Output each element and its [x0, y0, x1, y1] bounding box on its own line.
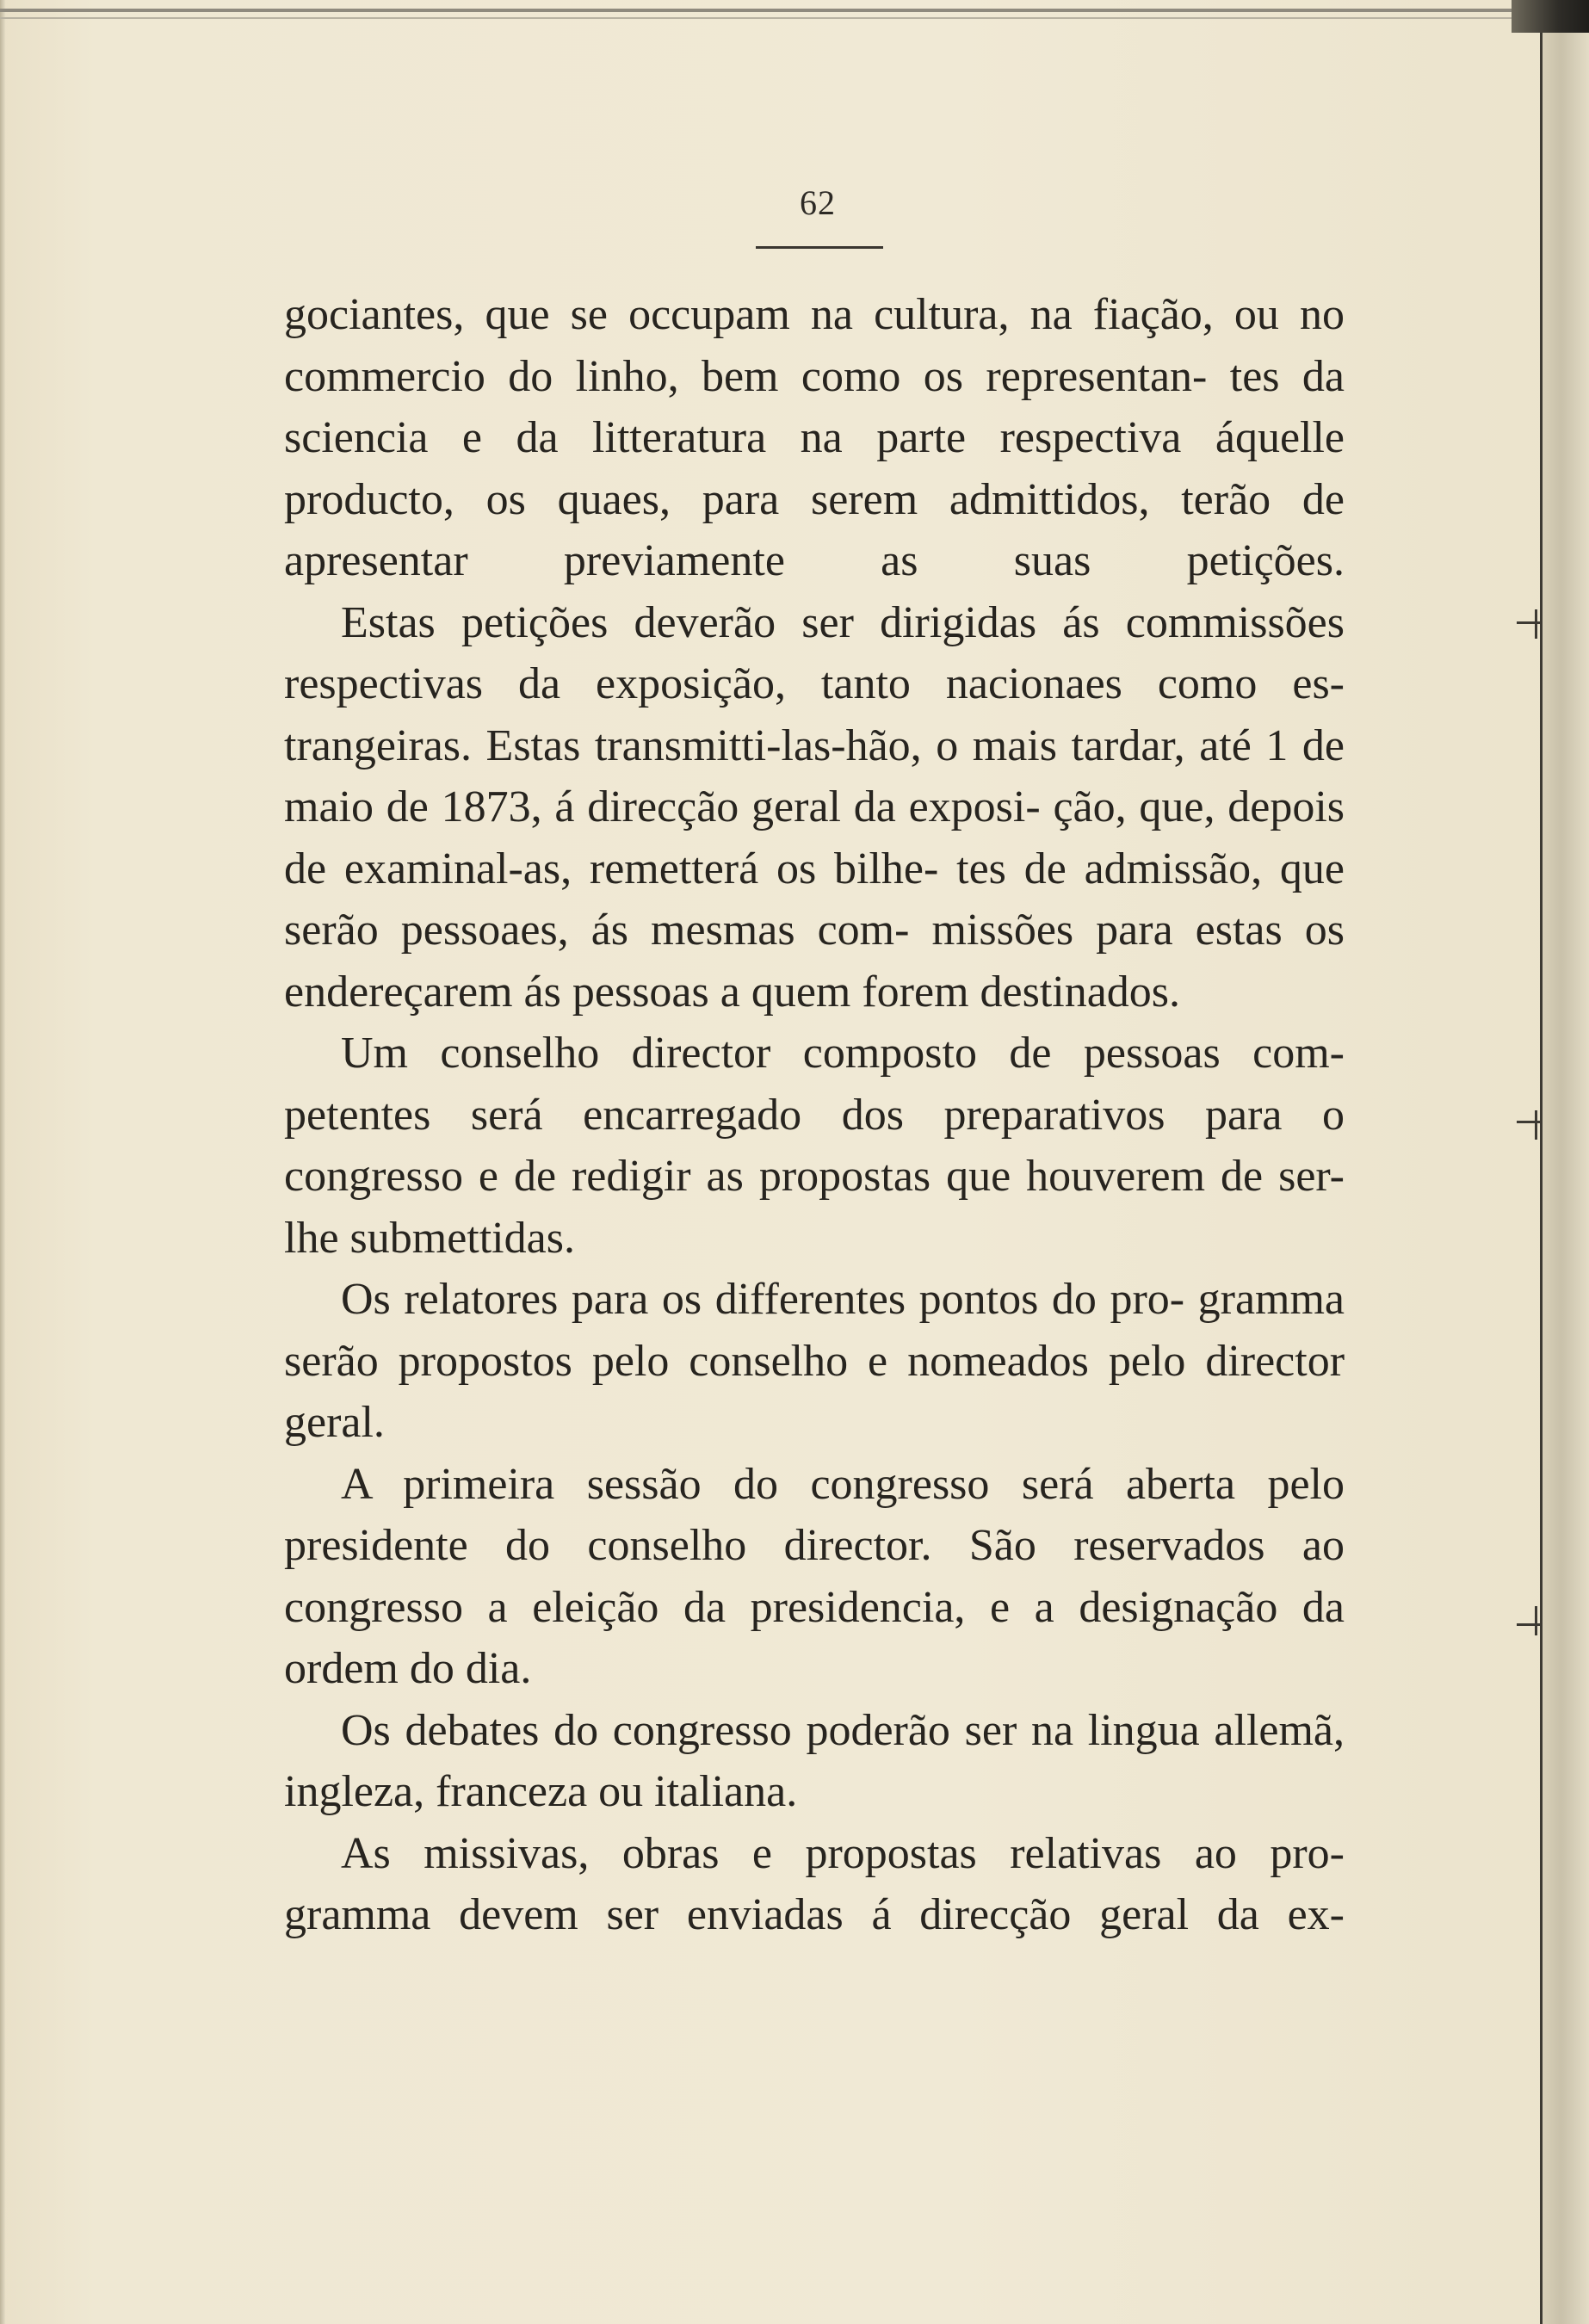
page-left-edge — [0, 0, 5, 2324]
margin-tick — [1535, 1110, 1537, 1140]
text-line: gociantes, que se occupam na cultura, na fiação, ou — [284, 290, 1279, 339]
text-line: allemã, ingleza, franceza ou italiana. — [284, 1705, 1345, 1816]
page-number-underline — [756, 246, 883, 249]
text-line: forem destinados. — [862, 967, 1181, 1017]
margin-mark — [1517, 1121, 1543, 1123]
text-line: congresso e de redigir as propostas que houverem — [284, 1152, 1206, 1201]
paragraph — [284, 592, 1345, 1023]
page-right-edge — [1540, 33, 1589, 2324]
text-line: missões para estas os endereçarem ás pessoas a quem — [284, 905, 1345, 1017]
text-line: Os relatores para os differentes pontos do pro- — [341, 1275, 1185, 1324]
text-line: pelo director geral. — [284, 1336, 1345, 1447]
text-line: presidente do conselho director. São reservados ao — [284, 1521, 1345, 1570]
text-line: Os debates do congresso poderão ser na lingua — [341, 1705, 1200, 1755]
body-text — [284, 284, 1345, 1946]
paragraph — [284, 1023, 1345, 1269]
text-line: petentes será encarregado dos preparativos para o — [284, 1090, 1345, 1140]
margin-mark — [1517, 1623, 1543, 1626]
text-line: ção, que, depois de examinal-as, remetterá os bilhe- — [284, 782, 1345, 893]
book-corner-shadow — [1512, 0, 1589, 33]
margin-tick — [1535, 609, 1537, 639]
top-border-rule-secondary — [0, 17, 1589, 19]
margin-mark — [1517, 621, 1543, 624]
paragraph — [284, 1700, 1345, 1823]
text-line: respectivas da exposição, tanto nacionaes como es- — [284, 659, 1345, 708]
text-line: tes da sciencia e da litteratura na parte respectiva — [284, 351, 1345, 462]
text-line: As missivas, obras e propostas relativas ao pro- — [341, 1828, 1345, 1878]
text-line: Estas petições deverão ser dirigidas ás commissões — [341, 597, 1345, 647]
paragraph — [284, 1269, 1345, 1454]
margin-tick — [1535, 1606, 1537, 1635]
paragraph — [284, 284, 1345, 592]
text-line: trangeiras. Estas transmitti-las-hão, o mais tardar, — [284, 720, 1185, 770]
text-line: Um conselho director composto de pessoas com- — [341, 1029, 1345, 1078]
text-line: terão de apresentar previamente as suas petições. — [284, 474, 1345, 585]
page-number: 62 — [800, 183, 836, 222]
paragraph — [284, 1454, 1345, 1700]
paragraph — [284, 1823, 1345, 1946]
text-line: congresso a eleição da presidencia, e a designação — [284, 1582, 1278, 1632]
text-line: gramma devem ser enviadas á direcção geral da ex- — [284, 1890, 1345, 1939]
text-line: de ser-lhe submettidas. — [284, 1152, 1345, 1263]
text-line: A primeira sessão do congresso será aberta pelo — [341, 1459, 1345, 1509]
text-line: até 1 de maio de 1873, á direcção geral da exposi- — [284, 720, 1345, 831]
text-line: tes de admissão, que serão pessoaes, ás mesmas com- — [284, 844, 1345, 955]
top-border-rule — [0, 9, 1589, 12]
text-line: gramma serão propostos pelo conselho e nomeados — [284, 1275, 1345, 1386]
text-line: áquelle producto, os quaes, para serem admittidos, — [284, 413, 1345, 524]
text-line: no commercio do linho, bem como os representan- — [284, 290, 1345, 401]
text-line: da ordem do dia. — [284, 1582, 1345, 1693]
